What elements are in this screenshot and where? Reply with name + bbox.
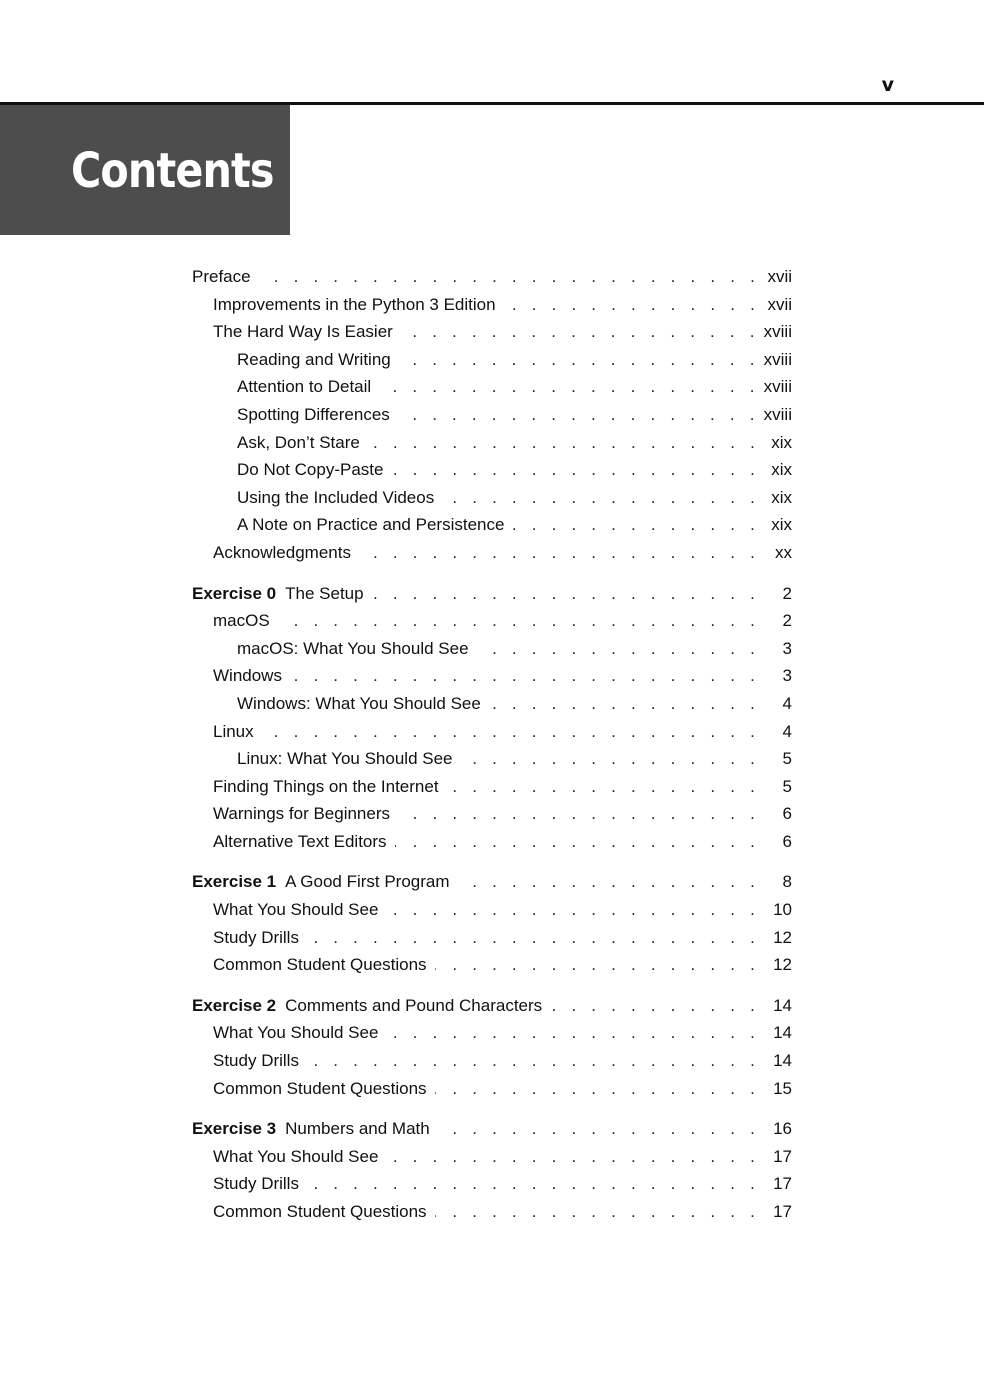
toc-entry-title	[213, 773, 439, 801]
toc-entry-title	[192, 992, 542, 1020]
toc-entry-page: xix	[771, 432, 792, 452]
toc-entry[interactable]	[192, 1019, 792, 1047]
toc-entry[interactable]	[192, 1198, 792, 1226]
toc-entry-page: xix	[771, 460, 792, 480]
dot-leader	[379, 373, 759, 401]
toc-entry-title	[213, 318, 393, 346]
toc-entry-label: Ask, Don’t Stare	[237, 432, 360, 452]
toc-entry-title	[213, 1198, 427, 1226]
toc-entry[interactable]	[192, 580, 792, 608]
dot-leader	[278, 607, 760, 635]
toc-entry-label: Spotting Differences	[237, 404, 390, 424]
dot-leader	[512, 511, 760, 539]
toc-entry-page: 5	[782, 749, 792, 769]
toc-entry-page: xix	[771, 515, 792, 535]
toc-entry-label: Numbers and Math	[285, 1119, 430, 1139]
toc-entry[interactable]	[192, 484, 792, 512]
toc-entry[interactable]	[192, 773, 792, 801]
toc-entry-title	[213, 291, 496, 319]
dot-leader	[372, 580, 760, 608]
toc-entry[interactable]	[192, 291, 792, 319]
page-title: Contents	[71, 143, 274, 199]
toc-entry-title	[237, 373, 371, 401]
toc-entry-label: Do Not Copy-Paste	[237, 460, 384, 480]
dot-leader	[435, 1075, 760, 1103]
toc-entry[interactable]	[192, 607, 792, 635]
toc-entry[interactable]	[192, 828, 792, 856]
toc-entry[interactable]	[192, 373, 792, 401]
toc-entry-page: 14	[773, 1051, 792, 1071]
toc-entry-title	[213, 1143, 378, 1171]
dot-leader	[307, 924, 760, 952]
toc-entry-label: Finding Things on the Internet	[213, 776, 439, 796]
dot-leader	[435, 951, 760, 979]
toc-entry-title	[213, 951, 427, 979]
toc-entry-label: A Note on Practice and Persistence	[237, 515, 505, 535]
toc-entry-page: 2	[782, 611, 792, 631]
toc-entry-page: 17	[773, 1174, 792, 1194]
toc-entry-label: Common Student Questions	[213, 955, 427, 975]
toc-entry-title	[192, 263, 251, 291]
toc-entry-page: 14	[773, 1023, 792, 1043]
toc-entry[interactable]	[192, 318, 792, 346]
toc-entry-label: Linux: What You Should See	[237, 749, 453, 769]
toc-entry[interactable]	[192, 662, 792, 690]
dot-leader	[290, 662, 760, 690]
toc-entry-label: Comments and Pound Characters	[285, 995, 543, 1015]
toc-entry-title	[213, 924, 299, 952]
toc-entry-title	[237, 484, 434, 512]
exercise-number: Exercise 0	[192, 583, 277, 603]
toc-entry-page: xvii	[767, 294, 792, 314]
toc-entry-page: 12	[773, 955, 792, 975]
dot-leader	[435, 1198, 760, 1226]
toc-entry-title	[237, 456, 383, 484]
toc-entry-page: 17	[773, 1146, 792, 1166]
toc-entry-page: 8	[782, 872, 792, 892]
toc-entry-label: Study Drills	[213, 927, 299, 947]
toc-entry[interactable]	[192, 800, 792, 828]
toc-entry-page: 3	[782, 666, 792, 686]
toc-entry[interactable]	[192, 1075, 792, 1103]
toc-entry[interactable]	[192, 924, 792, 952]
toc-entry-page: 4	[782, 693, 792, 713]
toc-entry[interactable]	[192, 1143, 792, 1171]
dot-leader	[395, 828, 760, 856]
toc-entry[interactable]	[192, 346, 792, 374]
toc-entry-title	[213, 718, 254, 746]
dot-leader	[386, 1143, 760, 1171]
title-block	[0, 105, 290, 235]
toc-entry-label: A Good First Program	[285, 872, 450, 892]
dot-leader	[442, 484, 760, 512]
toc-entry-label: What You Should See	[213, 1023, 379, 1043]
dot-leader	[550, 992, 760, 1020]
toc-entry-title	[237, 511, 504, 539]
toc-entry-label: Improvements in the Python 3 Edition	[213, 294, 496, 314]
dot-leader	[359, 539, 760, 567]
toc-entry-title	[237, 635, 469, 663]
exercise-number: Exercise 3	[192, 1119, 277, 1139]
dot-leader	[399, 346, 760, 374]
dot-leader	[259, 263, 760, 291]
dot-leader	[398, 800, 760, 828]
dot-leader	[477, 635, 760, 663]
toc-entry-page: 6	[782, 804, 792, 824]
toc-entry[interactable]	[192, 511, 792, 539]
exercise-number: Exercise 2	[192, 995, 277, 1015]
toc-entry-page: 12	[773, 927, 792, 947]
toc-group	[192, 263, 792, 567]
toc-entry-page: xix	[771, 487, 792, 507]
toc-entry-title	[192, 580, 364, 608]
toc-entry-page: xviii	[763, 377, 792, 397]
toc-entry-page: 5	[782, 776, 792, 796]
toc-entry[interactable]	[192, 992, 792, 1020]
toc-entry[interactable]	[192, 429, 792, 457]
toc-entry-title	[237, 401, 390, 429]
toc-group	[192, 1115, 792, 1225]
page-number: v	[881, 74, 894, 96]
toc-entry-title	[213, 828, 387, 856]
toc-entry-title	[213, 800, 390, 828]
toc-entry[interactable]	[192, 635, 792, 663]
dot-leader	[386, 896, 760, 924]
toc-entry-label: Using the Included Videos	[237, 487, 435, 507]
toc-entry-label: The Setup	[285, 583, 364, 603]
dot-leader	[391, 456, 760, 484]
toc-entry-page: 14	[773, 995, 792, 1015]
dot-leader	[489, 690, 760, 718]
toc-entry-page: 2	[782, 583, 792, 603]
dot-leader	[401, 318, 760, 346]
toc-entry[interactable]	[192, 896, 792, 924]
toc-entry-page: 4	[782, 721, 792, 741]
toc-entry-page: 15	[773, 1078, 792, 1098]
toc-entry-label: Study Drills	[213, 1051, 299, 1071]
dot-leader	[398, 401, 760, 429]
dot-leader	[461, 745, 761, 773]
toc-entry-title	[213, 607, 270, 635]
toc-entry-page: xvii	[767, 267, 792, 286]
toc-entry-page: 10	[773, 900, 792, 920]
toc-entry[interactable]	[192, 1115, 792, 1143]
toc-entry[interactable]	[192, 539, 792, 567]
toc-entry[interactable]	[192, 718, 792, 746]
toc-entry-title	[237, 745, 453, 773]
toc-entry-label: Windows	[213, 666, 282, 686]
toc-entry[interactable]	[192, 690, 792, 718]
toc-entry-page: 6	[782, 831, 792, 851]
dot-leader	[262, 718, 760, 746]
dot-leader	[307, 1170, 760, 1198]
toc-entry-page: xx	[775, 542, 792, 562]
toc-entry-label: What You Should See	[213, 1146, 379, 1166]
toc-entry-title	[213, 1075, 427, 1103]
toc-entry-label: Common Student Questions	[213, 1202, 427, 1221]
toc-entry-page: xviii	[763, 349, 792, 369]
toc-group	[192, 868, 792, 978]
toc-entry[interactable]	[192, 1047, 792, 1075]
table-of-contents	[192, 263, 792, 1239]
toc-entry[interactable]	[192, 868, 792, 896]
toc-entry-page: 3	[782, 638, 792, 658]
toc-entry[interactable]	[192, 745, 792, 773]
toc-entry-label: What You Should See	[213, 900, 379, 920]
toc-entry-title	[213, 539, 351, 567]
toc-entry-page: 16	[773, 1119, 792, 1139]
toc-entry-title	[213, 896, 378, 924]
toc-entry-title	[213, 1019, 378, 1047]
toc-entry-title	[192, 868, 450, 896]
toc-entry-label: Attention to Detail	[237, 377, 372, 397]
dot-leader	[438, 1115, 760, 1143]
toc-entry-title	[213, 662, 282, 690]
dot-leader	[447, 773, 760, 801]
toc-entry-label: The Hard Way Is Easier	[213, 322, 393, 342]
dot-leader	[368, 429, 760, 457]
toc-entry-label: Preface	[192, 267, 251, 286]
toc-entry-label: Warnings for Beginners	[213, 804, 391, 824]
toc-entry-label: Acknowledgments	[213, 542, 351, 562]
toc-entry-title	[213, 1047, 299, 1075]
exercise-number: Exercise 1	[192, 872, 277, 892]
toc-entry[interactable]	[192, 951, 792, 979]
toc-group	[192, 992, 792, 1102]
toc-entry-label: macOS	[213, 611, 270, 631]
toc-entry[interactable]	[192, 1170, 792, 1198]
toc-entry-title	[237, 690, 481, 718]
toc-entry[interactable]	[192, 263, 792, 291]
toc-entry-label: Study Drills	[213, 1174, 299, 1194]
toc-entry-label: Linux	[213, 721, 254, 741]
toc-entry-title	[192, 1115, 430, 1143]
toc-entry-label: Windows: What You Should See	[237, 693, 481, 713]
toc-entry-title	[213, 1170, 299, 1198]
toc-entry[interactable]	[192, 401, 792, 429]
toc-entry-title	[237, 429, 360, 457]
toc-entry-label: Reading and Writing	[237, 349, 391, 369]
toc-group	[192, 580, 792, 856]
toc-entry-label: macOS: What You Should See	[237, 638, 469, 658]
dot-leader	[307, 1047, 760, 1075]
toc-entry-title	[237, 346, 391, 374]
toc-entry[interactable]	[192, 456, 792, 484]
dot-leader	[386, 1019, 760, 1047]
dot-leader	[458, 868, 760, 896]
dot-leader	[504, 291, 760, 319]
toc-entry-page: xviii	[763, 322, 792, 342]
toc-entry-label: Alternative Text Editors	[213, 831, 387, 851]
toc-entry-page: xviii	[763, 404, 792, 424]
toc-entry-page: 17	[773, 1202, 792, 1221]
toc-entry-label: Common Student Questions	[213, 1078, 427, 1098]
